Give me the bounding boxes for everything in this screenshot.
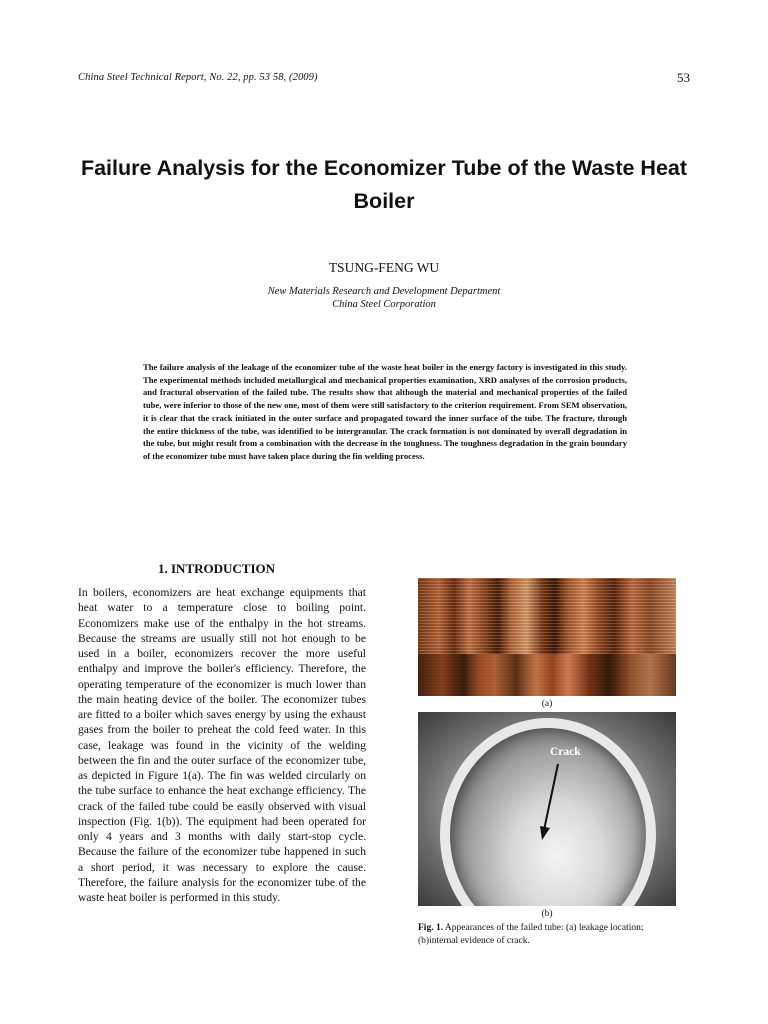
paper-title: Failure Analysis for the Economizer Tube of the Waste Heat Boiler: [80, 156, 688, 213]
figure-caption-text: Appearances of the failed tube: (a) leakage location; (b)internal evidence of crack.: [418, 923, 644, 946]
crack-arrow-icon: [530, 762, 570, 842]
photo-tube-bases: [418, 654, 676, 696]
affiliation-department: New Materials Research and Development Department: [267, 286, 501, 297]
crack-annotation: Crack: [550, 746, 581, 758]
running-head: China Steel Technical Report, No. 22, pp. 53 58, (2009): [78, 72, 318, 83]
figure-caption: [418, 922, 680, 948]
figure-label-a: (a): [541, 699, 553, 709]
section-heading: 1. INTRODUCTION: [158, 561, 276, 576]
figure-photo-crack: [418, 712, 676, 906]
figure-label-b: (b): [541, 909, 553, 919]
figure-caption-label: Fig. 1.: [418, 923, 444, 933]
author-name: TSUNG-FENG WU: [328, 260, 440, 275]
introduction-body: In boilers, economizers are heat exchange equipments that heat water to a temperature close to boiling point. Economizers make use of the enthalpy in the hot streams. Because the streams are usually still not hot enough to be used in a boiler, economizers recover the more useful enthalpy and improve the boiler's efficiency. Therefore, the operating temperature of the economizer is much lower than the main heating device of the boiler. The economizer tubes are fitted to a boiler which saves energy by using the exhaust gases from the boiler to preheat the cold feed water. In this case, leakage was found in the vicinity of the welding between the fin and the outer surface of the economizer tube, as depicted in Figure 1(a). The fin was welded circularly on the tube surface to enhance the heat exchange efficiency. The crack of the failed tube could be easily observed with visual inspection (Fig. 1(b)). The equipment had been operated for only 4 years and 3 months with daily start-stop cycle. Because the failure of the economizer tube happened in such a short period, it was necessary to explore the cause. Therefore, the failure analysis for the economizer tube of the waste heat boiler is performed in this study.: [78, 586, 366, 904]
abstract: The failure analysis of the leakage of the economizer tube of the waste heat boiler in the energy factory is investigated in this study. The experimental methods included metallurgical and mechanical properties examination, XRD analyses of the corrosion products, and fractural observation of the failed tube. The results show that although the material and mechanical properties of the failed tube, were inferior to those of the new one, most of them were still satisfactory to the criterion requirement. From SEM observation, it is clear that the crack initiated in the outer surface and propagated toward the inner surface of the tube. The fracture, through the entire thickness of the tube, was identified to be intergranular. The crack formation is not dominated by overall degradation in the tube, but might result from a combination with the decrease in the toughness. The toughness degradation in the grain boundary of the economizer tube must have taken place during the fin welding process.: [143, 362, 627, 461]
affiliation: [0, 285, 768, 311]
page-number: 53: [677, 70, 690, 85]
figure-photo-leakage: [418, 578, 676, 696]
affiliation-company: China Steel Corporation: [332, 299, 436, 310]
